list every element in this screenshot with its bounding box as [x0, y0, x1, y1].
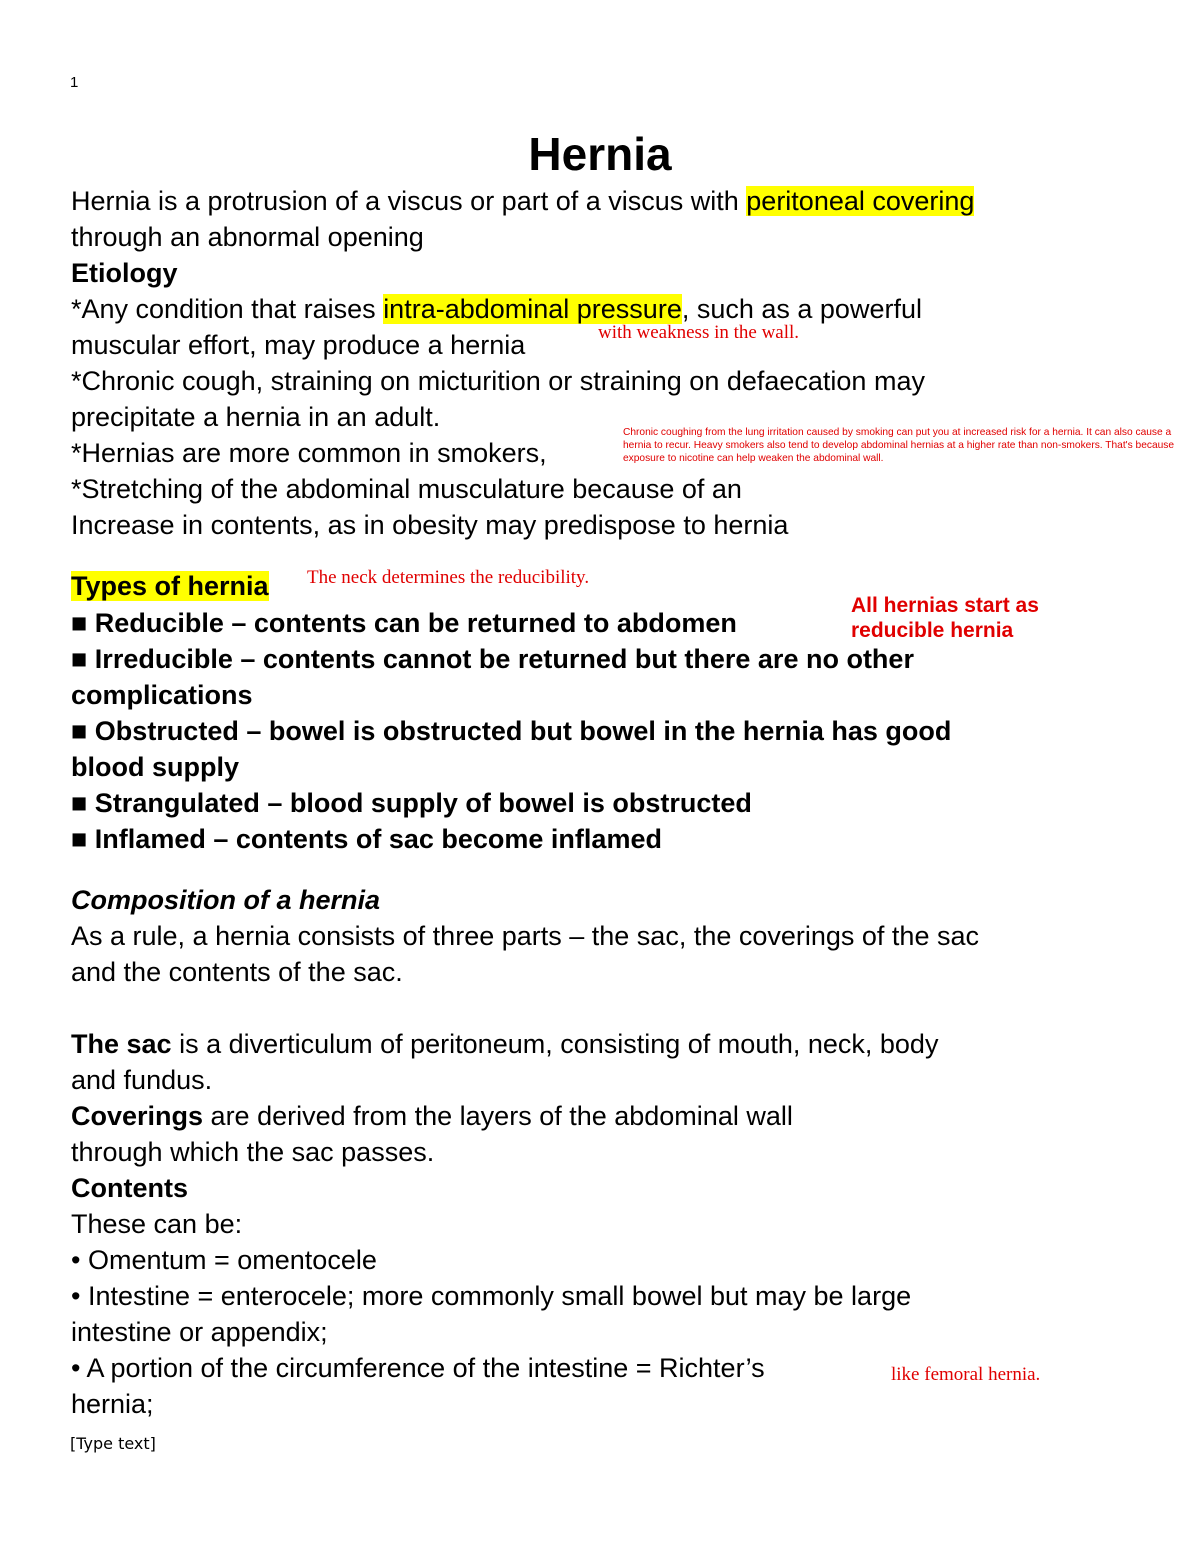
etiology-line-1: *Any condition that raises intra-abdominal pressure, such as a powerful	[71, 294, 922, 324]
contents-line: intestine or appendix;	[71, 1317, 328, 1347]
types-heading: Types of hernia	[71, 571, 269, 601]
annotation-femoral: like femoral hernia.	[891, 1364, 1041, 1385]
etiology-line-4: precipitate a hernia in an adult.	[71, 402, 441, 432]
etiology-line-6: *Stretching of the abdominal musculature because of an	[71, 474, 742, 504]
type-item: ■ Reducible – contents can be returned to abdomen	[71, 608, 737, 638]
intro-line-1: Hernia is a protrusion of a viscus or part of a viscus with peritoneal covering	[71, 186, 975, 216]
composition-heading: Composition of a hernia	[71, 885, 381, 915]
contents-heading: Contents	[71, 1173, 188, 1203]
page-number: 1	[70, 74, 79, 91]
contents-line: These can be:	[71, 1209, 243, 1239]
intro-line-2: through an abnormal opening	[71, 222, 424, 252]
sac-line-2: and fundus.	[71, 1065, 213, 1095]
etiology-line-7: Increase in contents, as in obesity may predispose to hernia	[71, 510, 789, 540]
coverings-line-1: Coverings are derived from the layers of the abdominal wall	[71, 1101, 793, 1131]
annotation-wall: with weakness in the wall.	[598, 322, 800, 343]
type-item: ■ Irreducible – contents cannot be returned but there are no other	[71, 644, 914, 674]
type-item: ■ Strangulated – blood supply of bowel is obstructed	[71, 788, 752, 818]
annotation-neck: The neck determines the reducibility.	[307, 567, 590, 588]
type-item: blood supply	[71, 752, 239, 782]
composition-line-2: and the contents of the sac.	[71, 957, 403, 987]
page-title: Hernia	[528, 128, 672, 180]
composition-line-1: As a rule, a hernia consists of three parts – the sac, the coverings of the sac	[71, 921, 979, 951]
coverings-line-2: through which the sac passes.	[71, 1137, 435, 1167]
contents-line: • A portion of the circumference of the intestine = Richter’s	[71, 1353, 765, 1383]
contents-line: • Omentum = omentocele	[71, 1245, 377, 1275]
annotation-reducible: All hernias start as reducible hernia	[851, 594, 1039, 642]
etiology-line-3: *Chronic cough, straining on micturition or straining on defaecation may	[71, 366, 925, 396]
highlight-peritoneal-covering: peritoneal covering	[746, 186, 975, 216]
footer-placeholder: [Type text]	[70, 1434, 156, 1453]
type-item: ■ Inflamed – contents of sac become inflamed	[71, 824, 662, 854]
contents-line: hernia;	[71, 1389, 154, 1419]
etiology-line-5: *Hernias are more common in smokers,	[71, 438, 547, 468]
etiology-line-2: muscular effort, may produce a hernia	[71, 330, 526, 360]
contents-line: • Intestine = enterocele; more commonly small bowel but may be large	[71, 1281, 912, 1311]
highlight-intra-abdominal-pressure: intra-abdominal pressure	[383, 294, 682, 324]
type-item: ■ Obstructed – bowel is obstructed but bowel in the hernia has good	[71, 716, 952, 746]
sac-line-1: The sac is a diverticulum of peritoneum, consisting of mouth, neck, body	[71, 1029, 939, 1059]
annotation-smoking: Chronic coughing from the lung irritation caused by smoking can put you at increased risk for a hernia. It can also cause a hernia to recur. Heavy smokers also tend to develop abdominal hernias at a higher rate than non-smokers. That's because exposure to nicotine can help weaken the abdominal wall.	[623, 427, 1175, 464]
type-item: complications	[71, 680, 253, 710]
etiology-heading: Etiology	[71, 258, 178, 288]
